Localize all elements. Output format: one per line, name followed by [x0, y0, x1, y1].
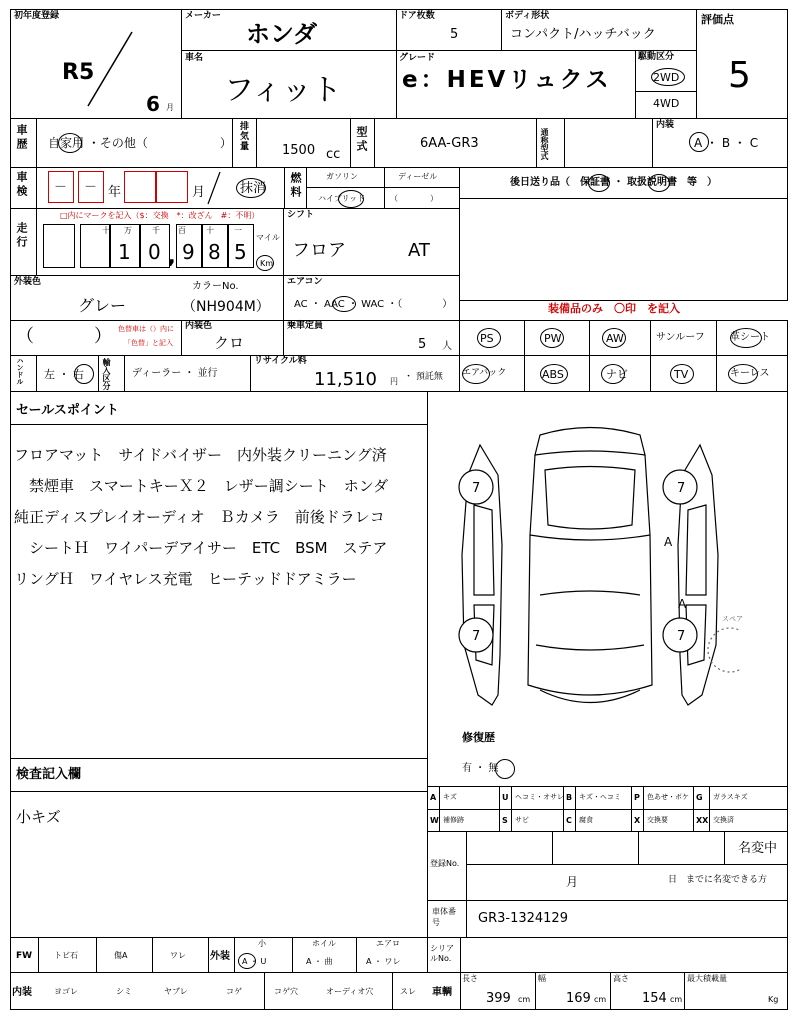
inspection-dash-1: －	[54, 180, 68, 195]
registration-year-label: 初年度登録	[14, 11, 60, 21]
color-change-note-1: 色替車は（）内に	[118, 325, 174, 333]
registration-month: 6	[146, 92, 160, 116]
capacity-unit: 人	[442, 341, 452, 352]
unit-label-2: 千	[152, 226, 160, 235]
recycle-yen: 円	[390, 377, 398, 386]
legend-label: 交換済	[713, 816, 734, 824]
displacement-label: 排気量	[238, 121, 248, 151]
handle-right-circle	[74, 364, 94, 384]
aac-circle	[332, 296, 356, 312]
fuel-hybrid: ハイブリッド	[318, 194, 366, 203]
color-code-label: カラーNo.	[192, 281, 239, 292]
drive-2wd-circle	[651, 68, 685, 86]
doors-value: 5	[450, 27, 459, 42]
drive-2wd: 2WD	[653, 71, 680, 84]
legend-divider	[575, 786, 576, 809]
legend-code: W	[430, 816, 439, 825]
legend-label: サビ	[515, 816, 529, 824]
inspection-year-unit: 年	[108, 185, 122, 200]
width-unit: cm	[594, 995, 607, 1004]
chassis-label: 車体番号	[432, 907, 456, 927]
mileage-digit-1: 1	[118, 240, 131, 264]
legend-divider	[439, 786, 440, 809]
equip-pw: PW	[544, 332, 562, 345]
legend-code: S	[502, 816, 508, 825]
repair-none-circle	[495, 759, 515, 779]
equip-navi: ナビ	[606, 368, 628, 381]
aero-label: エアロ	[376, 939, 400, 948]
fw-item-crack: ワレ	[170, 951, 186, 960]
deadline-text: 日 までに名変できる方	[668, 875, 768, 885]
legend-label: 補修跡	[443, 816, 464, 824]
max-load-label: 最大積載量	[687, 974, 727, 983]
maker-value: ホンダ	[246, 20, 318, 48]
legend-code: X	[634, 816, 641, 825]
color-change-open: （	[16, 326, 34, 347]
interior-grade-label: 内装	[656, 120, 675, 130]
legend-code: C	[566, 816, 572, 825]
handle-label: ハンドル	[16, 357, 24, 385]
model-label: 型式	[355, 126, 368, 154]
sales-point-line: シートＨ ワイパーデアイサー ETC BSM ステア	[14, 539, 388, 557]
registration-era: R5	[62, 60, 95, 85]
recycle-value: 11,510	[314, 369, 377, 390]
mileage-mile: マイル	[256, 233, 280, 242]
aero-value: A ・ ワレ	[366, 957, 401, 966]
grade-value: e：HEVリュクス	[402, 67, 612, 93]
color-code-value: （NH904M）	[182, 299, 270, 315]
unit-label-1: 万	[124, 226, 132, 235]
equip-abs-circle	[540, 364, 568, 384]
mileage-km: Km	[260, 259, 274, 268]
recycle-label: リサイクル料	[254, 356, 307, 366]
legend-divider	[709, 786, 710, 809]
equip-ps-circle	[477, 328, 501, 348]
equip-tv: TV	[674, 368, 689, 381]
legend-code: XX	[696, 816, 709, 825]
equip-airbag: エアバック	[462, 368, 507, 378]
maker-label: メーカー	[185, 11, 221, 21]
recycle-deposit: ・ 預託無	[404, 372, 443, 382]
shift-label: シフト	[287, 210, 315, 220]
legend-divider	[631, 809, 632, 832]
drive-label: 駆動区分	[638, 52, 675, 62]
score-value: 5	[728, 55, 751, 96]
ac-values: AC ・ AAC ・ WAC ・（ ）	[294, 299, 453, 310]
wheel-label: ホイル	[312, 939, 336, 948]
interior-color-label: 内装色	[185, 321, 213, 331]
registration-panel	[427, 831, 788, 901]
unit-label-5: 一	[234, 226, 242, 235]
body-type-label: ボディ形状	[505, 11, 550, 21]
legend-divider	[643, 786, 644, 809]
equip-abs: ABS	[542, 368, 564, 381]
legend-grid	[427, 786, 788, 832]
inspection-month-unit: 月	[192, 185, 206, 200]
name-change: 名変中	[738, 841, 778, 856]
mileage-km-circle	[256, 255, 274, 271]
legend-label: 腐食	[579, 816, 593, 824]
fw-item-stone: トビ石	[54, 951, 78, 960]
legend-label: ヘコミ・オサレ	[515, 793, 564, 801]
legend-label: ガラスキズ	[713, 793, 748, 801]
interior-item-burn-hole: コゲ穴	[274, 987, 298, 996]
equip-aw: AW	[606, 332, 624, 345]
legend-divider	[499, 786, 500, 809]
interior-item-burn: コゲ	[226, 987, 242, 996]
interior-item-tear: ヤブレ	[164, 987, 188, 996]
sales-point-line: フロアマット サイドバイザー 内外装クリーニング済	[14, 446, 387, 464]
capacity-label: 乗車定員	[287, 321, 324, 331]
length-unit: cm	[518, 995, 531, 1004]
sales-points-title: セールスポイント	[16, 403, 119, 418]
inspection-status-circle	[236, 178, 266, 198]
equip-tv-circle	[670, 364, 694, 384]
damage-mark-door: A	[664, 535, 673, 549]
sales-point-line: 純正ディスプレイオーディオ Ｂカメラ 前後ドラレコ	[14, 508, 385, 526]
handle-value: 左 ・ 右	[44, 368, 84, 381]
spare-label: スペア	[722, 615, 743, 623]
inspection-month-box-2	[156, 171, 188, 203]
legend-divider	[643, 809, 644, 832]
width-value: 169	[566, 991, 591, 1006]
repair-history-label: 修復歴	[462, 731, 495, 744]
serial-label: シリアルNo.	[430, 944, 454, 963]
legend-code: G	[696, 793, 703, 802]
sales-point-line: 禁煙車 スマートキーＸ２ レザー調シート ホンダ	[14, 477, 389, 495]
legend-label: キズ	[443, 793, 457, 801]
fw-label: FW	[16, 951, 33, 961]
legend-divider	[499, 809, 500, 832]
interior-color-value: クロ	[214, 334, 245, 352]
inspection-slash	[204, 170, 224, 206]
manual-circle	[648, 174, 670, 192]
registration-slash	[80, 30, 140, 110]
height-unit: cm	[670, 995, 683, 1004]
legend-code: U	[502, 793, 509, 802]
color-change-close: ）	[94, 326, 112, 347]
unit-label-4: 十	[206, 226, 214, 235]
equip-pw-circle	[540, 328, 564, 348]
interior-item-wear: スレ	[400, 987, 416, 996]
model-value: 6AA-GR3	[420, 136, 479, 151]
legend-divider	[511, 809, 512, 832]
legend-label: 交換要	[647, 816, 668, 824]
interior-item-stain: シミ	[116, 987, 132, 996]
mileage-note: □内にマークを記入（$：交換 *：改ざん #：不明）	[60, 211, 260, 220]
legend-divider	[631, 786, 632, 809]
tire-mark-front-right: 7	[677, 481, 686, 496]
equip-ps: PS	[480, 332, 494, 345]
legend-label: キズ・ヘコミ	[579, 793, 621, 801]
legend-label: 色あせ・ボケ	[647, 793, 689, 801]
deadline-month: 月	[566, 875, 579, 889]
mileage-digit-4: 8	[208, 240, 221, 264]
legend-code: B	[566, 793, 573, 802]
common-model-label: 通称型式	[540, 128, 549, 160]
import-label: 輸入区分	[102, 358, 111, 390]
interior-grade-circle	[689, 132, 709, 152]
small-value: A ・ U	[242, 957, 267, 966]
legend-code: A	[430, 793, 437, 802]
inspection-month-box-1	[124, 171, 156, 203]
legend-divider	[709, 809, 710, 832]
size-label: 車輌	[432, 987, 452, 998]
equip-keyless: キーレス	[730, 368, 770, 379]
displacement-unit: cc	[326, 147, 341, 162]
fuel-label: 燃料	[289, 172, 302, 200]
docs-title: 後日送り品（ 保証書 ・ 取扱説明書 等 ）	[510, 177, 717, 188]
sales-point-line: リングＨ ワイヤレス充電 ヒーテッドドアミラー	[14, 570, 357, 588]
equip-leather: 革シート	[730, 332, 770, 343]
height-value: 154	[642, 991, 667, 1006]
private-use-circle	[58, 133, 82, 153]
shift-value: フロア	[292, 240, 346, 261]
length-label: 長さ	[462, 974, 478, 983]
notes-body: 小キズ	[16, 808, 61, 826]
legend-divider	[563, 786, 564, 809]
mileage-digit-2: 0	[148, 240, 161, 264]
height-label: 高さ	[613, 974, 629, 983]
equip-keyless-circle	[728, 364, 758, 384]
import-value: ディーラー ・ 並行	[132, 368, 218, 379]
legend-divider	[563, 809, 564, 832]
inspection-status: 抹消	[240, 181, 267, 196]
mileage-digit-3: 9	[182, 240, 195, 264]
equip-leather-circle	[730, 328, 762, 348]
grade-label: グレード	[399, 53, 436, 63]
displacement-value: 1500	[282, 143, 316, 158]
interior-row-label: 内装	[12, 987, 32, 998]
small-label: 小	[258, 939, 266, 948]
tire-mark-rear-left: 7	[472, 629, 481, 644]
drive-4wd: 4WD	[653, 97, 680, 110]
fw-item-scratch: 傷A	[114, 951, 128, 960]
sales-points-body	[14, 440, 424, 595]
damage-mark-rear: A	[678, 597, 687, 611]
doors-label: ドア枚数	[399, 11, 435, 21]
body-type-value: コンパクト/ハッチバック	[510, 27, 656, 42]
mileage-comma: ,	[168, 244, 176, 268]
equip-airbag-circle	[462, 364, 490, 384]
chassis-value: GR3-1324129	[478, 911, 568, 926]
repair-history-value: 有 ・ 無	[462, 763, 499, 774]
fuel-gasoline: ガソリン	[326, 172, 358, 181]
tire-mark-rear-right: 7	[677, 629, 686, 644]
exterior-color-label: 外装色	[14, 277, 42, 287]
tire-mark-front-left: 7	[472, 481, 481, 496]
mileage-digit-5: 5	[234, 240, 247, 264]
exterior-row-label: 外装	[210, 951, 230, 962]
ac-label: エアコン	[287, 277, 323, 287]
car-name-label: 車名	[185, 53, 204, 63]
color-change-note-2: 「色替」と記入	[124, 339, 173, 347]
exterior-color-value: グレー	[78, 296, 127, 315]
length-value: 399	[486, 991, 511, 1006]
fuel-other: （ ）	[390, 194, 438, 203]
max-load-unit: Kg	[768, 995, 779, 1004]
transmission-value: AT	[408, 240, 430, 261]
wheel-value: A ・ 曲	[306, 957, 333, 966]
notes-panel	[10, 758, 428, 938]
small-a-circle	[238, 953, 256, 969]
car-diagram	[440, 415, 740, 725]
legend-divider	[575, 809, 576, 832]
history-value: 自家用 ・その他（ ）	[48, 136, 232, 150]
equip-navi-circle	[601, 364, 625, 384]
legend-code: P	[634, 793, 640, 802]
score-label: 評価点	[701, 13, 734, 26]
mileage-label: 走行	[15, 222, 28, 250]
reg-no-label: 登録No.	[430, 859, 460, 868]
warranty-circle	[588, 174, 610, 192]
inspection-label: 車検	[15, 171, 28, 199]
fuel-hybrid-circle	[338, 190, 364, 208]
registration-month-unit: 月	[166, 103, 174, 112]
unit-label-3: 百	[178, 226, 186, 235]
legend-divider	[693, 809, 694, 832]
equip-aw-circle	[602, 328, 626, 348]
equipment-title: 装備品のみ 〇印 を記入	[548, 302, 680, 315]
inspection-dash-2: －	[84, 180, 98, 195]
legend-divider	[693, 786, 694, 809]
legend-divider	[511, 786, 512, 809]
capacity-value: 5	[418, 337, 427, 352]
interior-item-dirt: ヨゴレ	[54, 987, 78, 996]
notes-title: 検査記入欄	[16, 767, 82, 782]
unit-label-0: 十	[102, 226, 110, 235]
car-name-value: フィット	[224, 73, 342, 108]
equip-sunroof: サンルーフ	[656, 332, 705, 343]
mileage-mark-box	[43, 224, 75, 268]
history-label: 車歴	[15, 124, 28, 152]
interior-item-audio-hole: オーディオ穴	[326, 987, 374, 996]
interior-grade-values: A ・ B ・ C	[694, 136, 759, 150]
width-label: 幅	[538, 974, 546, 983]
fuel-diesel: ディーゼル	[398, 172, 438, 181]
legend-divider	[439, 809, 440, 832]
